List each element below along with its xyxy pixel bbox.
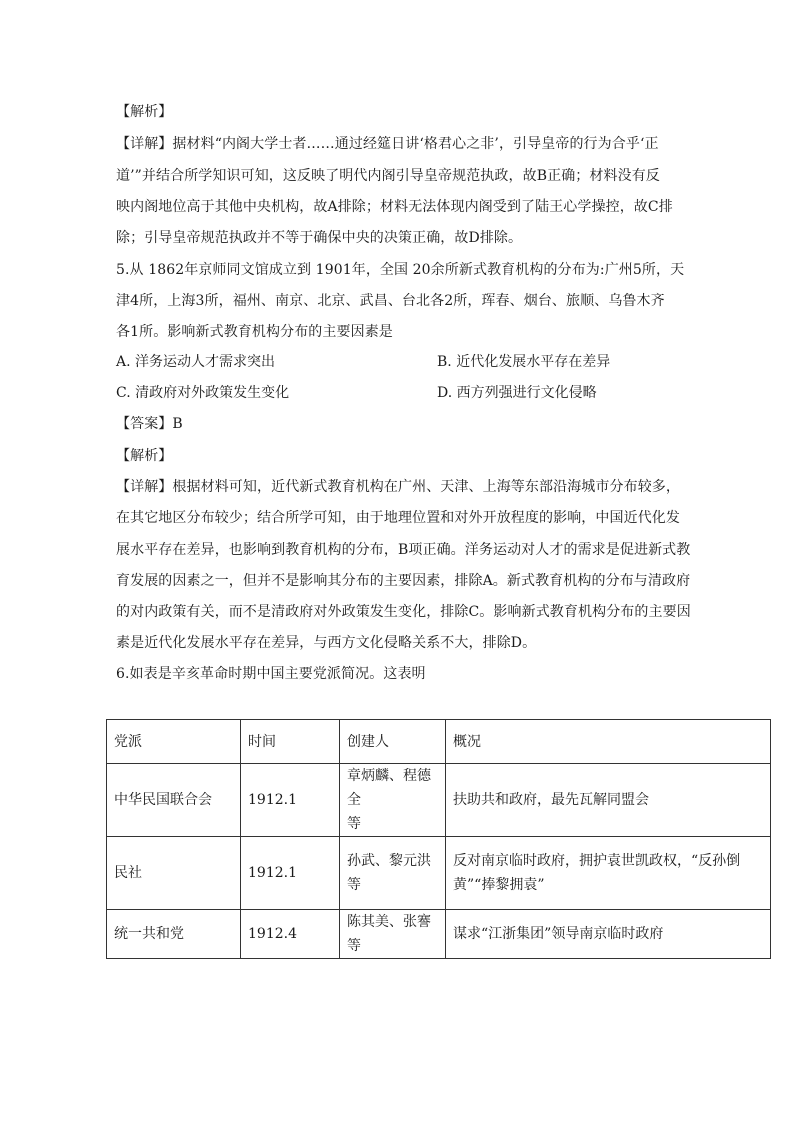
cell-line: 章炳麟、程德全: [347, 768, 431, 808]
cell-overview: [446, 910, 771, 959]
cell-line: 谋求“江浙集团”领导南京临时政府: [453, 926, 664, 942]
detail-line: 展水平存在差异，也影响到教育机构的分布，B项正确。洋务运动对人才的需求是促进新式教: [116, 542, 691, 558]
cell-time: 1912.1: [241, 764, 340, 837]
table-header-row: [107, 720, 771, 764]
option-a: A. 洋务运动人才需求突出: [116, 354, 276, 370]
analysis-label: 【解析】: [116, 104, 173, 120]
table-row: [107, 837, 771, 910]
cell-party: 民社: [107, 837, 241, 910]
cell-line: 等: [347, 816, 361, 832]
option-d: D. 西方列强进行文化侵略: [437, 385, 597, 401]
detail-line: 在其它地区分布较少；结合所学可知，由于地理位置和对外开放程度的影响，中国近代化发: [116, 510, 680, 526]
question-5-stem: 津4所，上海3所，福州、南京、北京、武昌、台北各2所，珲春、烟台、旅顺、乌鲁木齐: [116, 293, 665, 309]
cell-line: 反对南京临时政府，拥护袁世凯政权，“反孙倒: [453, 853, 741, 869]
detail-line: 除；引导皇帝规范执政并不等于确保中央的决策正确，故D排除。: [116, 230, 523, 246]
detail-line: 素是近代化发展水平存在差异，与西方文化侵略关系不大，排除D。: [116, 635, 537, 651]
option-c: C. 清政府对外政策发生变化: [116, 385, 290, 401]
header-cell: 党派: [107, 720, 241, 764]
option-b: B. 近代化发展水平存在差异: [437, 354, 611, 370]
table-row: [107, 910, 771, 959]
cell-overview: [446, 837, 771, 910]
cell-founder: [340, 764, 446, 837]
cell-line: 黄”“捧黎拥袁”: [453, 877, 545, 893]
table-row: [107, 764, 771, 837]
cell-founder: [340, 910, 446, 959]
cell-line: 陈其美、张謇等: [347, 914, 431, 954]
cell-time: 1912.1: [241, 837, 340, 910]
detail-line: 育发展的因素之一，但并不是影响其分布的主要因素，排除A。新式教育机构的分布与清政府: [116, 573, 691, 589]
detail-line: 【详解】根据材料可知，近代新式教育机构在广州、天津、上海等东部沿海城市分布较多，: [116, 479, 680, 495]
cell-time: 1912.4: [241, 910, 340, 959]
cell-overview: [446, 764, 771, 837]
detail-line: 道’”并结合所学知识可知，这反映了明代内阁引导皇帝规范执政，故B正确；材料没有反: [116, 168, 660, 184]
analysis-label: 【解析】: [116, 448, 173, 464]
header-cell: 时间: [241, 720, 340, 764]
question-6-stem: 6.如表是辛亥革命时期中国主要党派简况。这表明: [116, 666, 426, 682]
question-5-stem: 5.从 1862年京师同文馆成立到 1901年，全国 20余所新式教育机构的分布为:广州5所，天: [116, 262, 685, 278]
header-cell: 概况: [446, 720, 771, 764]
header-cell: 创建人: [340, 720, 446, 764]
cell-line: 孙武、黎元洪等: [347, 853, 431, 893]
cell-party: 中华民国联合会: [107, 764, 241, 837]
cell-party: 统一共和党: [107, 910, 241, 959]
detail-line: 的对内政策有关，而不是清政府对外政策发生变化，排除C。影响新式教育机构分布的主要因: [116, 604, 691, 620]
cell-founder: [340, 837, 446, 910]
question-5-stem: 各1所。影响新式教育机构分布的主要因素是: [116, 324, 393, 340]
detail-line: 映内阁地位高于其他中央机构，故A排除；材料无法体现内阁受到了陆王心学操控，故C排: [116, 199, 673, 215]
detail-line: 【详解】据材料“内阁大学士者……通过经筵日讲‘格君心之非’，引导皇帝的行为合乎‘正: [116, 136, 659, 152]
cell-line: 扶助共和政府，最先瓦解同盟会: [453, 792, 649, 808]
parties-table: [106, 719, 771, 959]
answer: 【答案】B: [116, 416, 183, 432]
